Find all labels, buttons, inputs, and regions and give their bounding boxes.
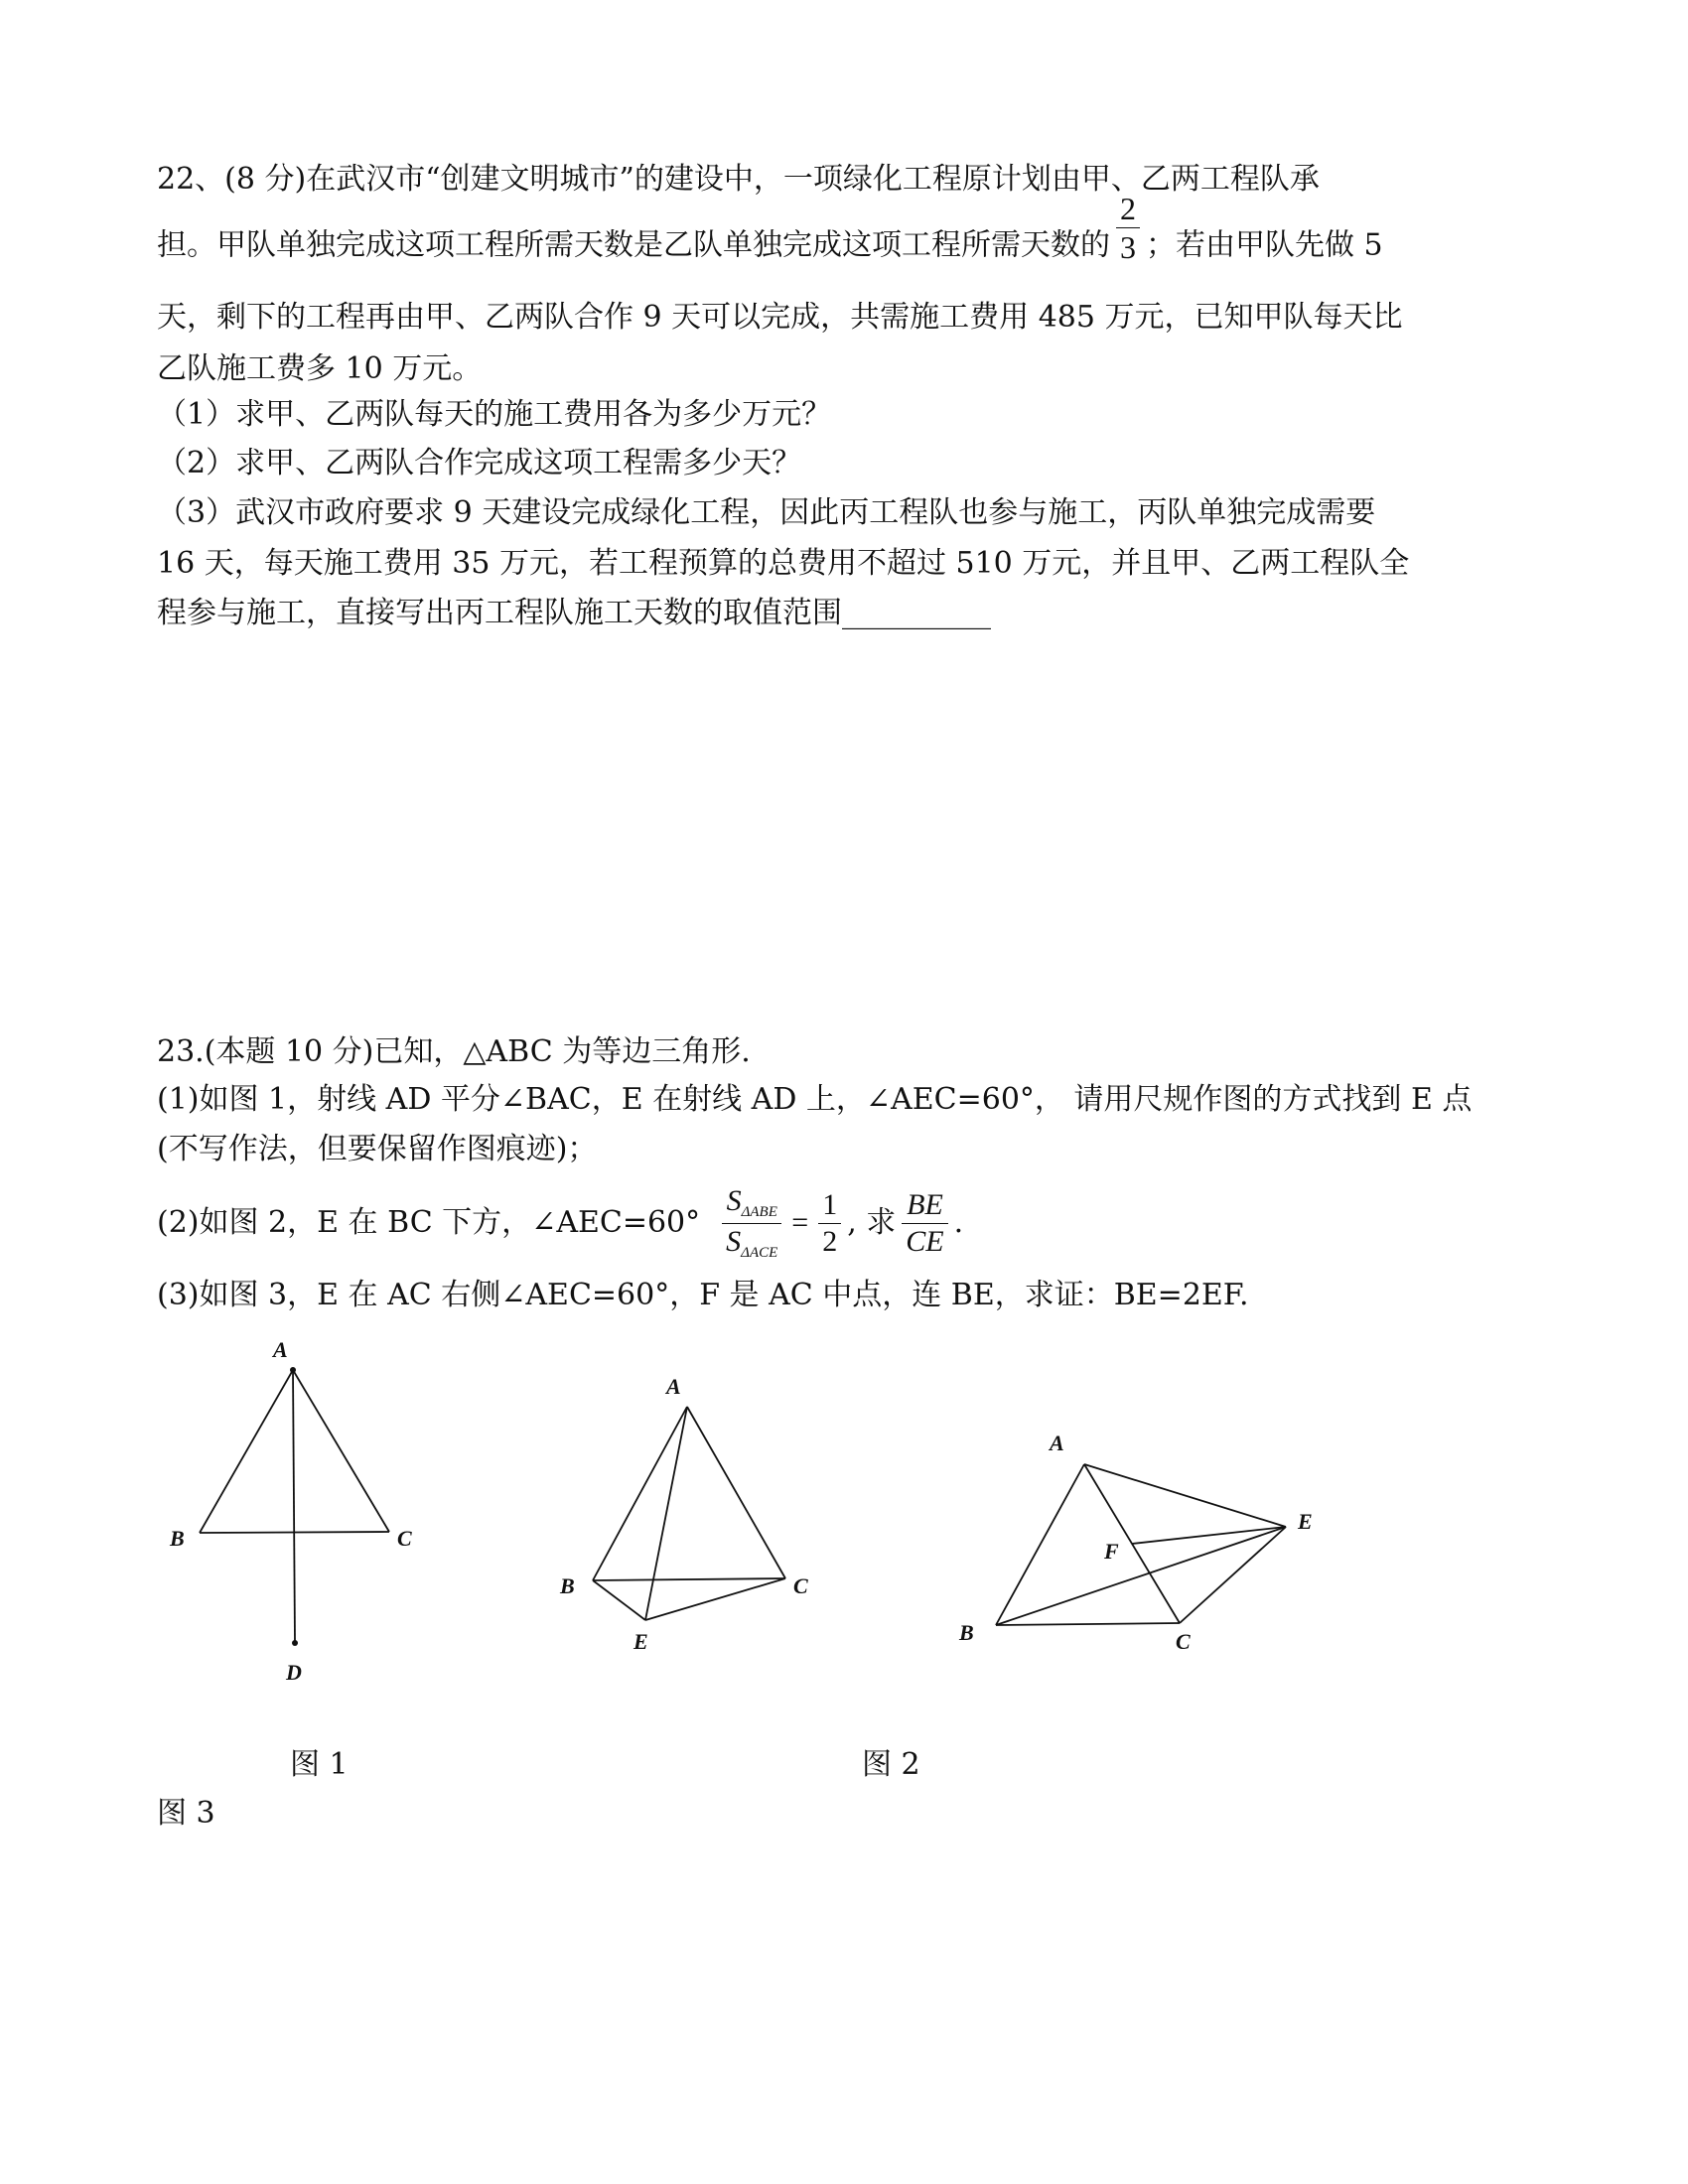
- fig1-label-a: A: [273, 1337, 288, 1362]
- area-ratio-fraction: [722, 1183, 781, 1261]
- be-ce-denominator: CE: [906, 1224, 944, 1258]
- fig1-label-c: C: [397, 1526, 412, 1551]
- fig3-label-b: B: [959, 1620, 974, 1645]
- fig3-side-bc: [996, 1623, 1180, 1625]
- q23-line-1: 23.(本题 10 分)已知，△ABC 为等边三角形.: [157, 1034, 751, 1069]
- fig2-label-a: A: [666, 1374, 681, 1399]
- fig2-label-c: C: [793, 1573, 808, 1598]
- q22-part-3-line-3: 程参与施工，直接写出丙工程队施工天数的取值范围__________: [157, 596, 991, 630]
- fraction-denominator: 3: [1120, 229, 1136, 265]
- caption-figure-3: 图 3: [157, 1796, 215, 1831]
- be-ce-fraction: [902, 1187, 947, 1258]
- one-half-numerator: 1: [818, 1190, 841, 1224]
- fig1-side-ab: [200, 1370, 293, 1533]
- fig1-ray-ad: [293, 1370, 295, 1643]
- fig2-segment-be: [593, 1580, 645, 1620]
- fraction-numerator: 2: [1116, 193, 1140, 228]
- fig3-segment-be: [996, 1527, 1286, 1625]
- q22-part-2: （2）求甲、乙两队合作完成这项工程需多少天？: [157, 446, 802, 480]
- q22-line-3: 天，剩下的工程再由甲、乙两队合作 9 天可以完成，共需施工费用 485 万元，已知甲队每天比: [157, 300, 1403, 335]
- fig1-label-d: D: [286, 1660, 302, 1685]
- caption-figure-2: 图 2: [862, 1747, 920, 1782]
- q22-part-3-line-1: （3）武汉市政府要求 9 天建设完成绿化工程，因此丙工程队也参与施工，丙队单独完成需要: [157, 495, 1376, 530]
- q23-part-1-line-1: (1)如图 1，射线 AD 平分∠BAC，E 在射线 AD 上，∠AEC=60°， 请用尺规作图的方式找到 E 点: [157, 1082, 1473, 1117]
- fig2-side-bc: [593, 1578, 785, 1580]
- q23-part-2-text: (2)如图 2，E 在 BC 下方，∠AEC=60°: [157, 1205, 701, 1240]
- area-sub-ace: ΔACE: [741, 1244, 778, 1261]
- fig1-point-d: [292, 1640, 298, 1646]
- q23-part-3: (3)如图 3，E 在 AC 右侧∠AEC=60°，F 是 AC 中点，连 BE，求证：BE=2EF.: [157, 1278, 1249, 1312]
- q22-line-2-text: 担。甲队单独完成这项工程所需天数是乙队单独完成这项工程所需天数的: [157, 227, 1110, 263]
- caption-figure-1: 图 1: [290, 1747, 349, 1782]
- area-ratio-denominator: [722, 1224, 781, 1261]
- q22-part-1: （1）求甲、乙两队每天的施工费用各为多少万元？: [157, 397, 832, 432]
- fig1-point-a: [290, 1367, 296, 1373]
- ask-text: , 求: [847, 1205, 897, 1240]
- fig1-side-ac: [293, 1370, 389, 1532]
- period: .: [953, 1205, 964, 1240]
- fig3-side-ab: [996, 1464, 1084, 1625]
- fig1-label-b: B: [170, 1526, 185, 1551]
- fig3-label-e: E: [1298, 1509, 1313, 1534]
- q22-line-2: [157, 191, 1383, 265]
- q22-line-2-tail: ；若由甲队先做 5: [1146, 227, 1383, 263]
- area-symbol: S: [726, 1183, 742, 1217]
- fig2-segment-ae: [645, 1407, 687, 1620]
- one-half-denominator: 2: [822, 1224, 838, 1258]
- q23-part-1-line-2: (不写作法，但要保留作图痕迹)；: [157, 1132, 598, 1166]
- fraction-two-thirds: [1116, 193, 1140, 263]
- fig2-side-ac: [687, 1407, 785, 1578]
- fig3-label-c: C: [1176, 1629, 1191, 1654]
- figure-2: [593, 1407, 785, 1620]
- fig2-label-e: E: [633, 1629, 648, 1654]
- area-ratio-numerator: [722, 1183, 781, 1224]
- figure-1: [200, 1370, 389, 1643]
- q22-part-3-line-2: 16 天，每天施工费用 35 万元，若工程预算的总费用不超过 510 万元，并且甲、乙两工程队全: [157, 546, 1410, 581]
- fig2-label-b: B: [560, 1573, 575, 1598]
- fig2-segment-ce: [645, 1578, 785, 1620]
- equals-sign: =: [791, 1206, 809, 1239]
- fig2-side-ab: [593, 1407, 687, 1580]
- area-symbol: S: [726, 1224, 742, 1258]
- q23-part-2: [157, 1183, 963, 1263]
- be-ce-numerator: BE: [902, 1190, 947, 1224]
- figures-area: [0, 1320, 1688, 1717]
- fig3-label-a: A: [1050, 1431, 1064, 1455]
- figure-3: [996, 1464, 1286, 1625]
- fig3-segment-ae: [1084, 1464, 1286, 1527]
- q22-line-4: 乙队施工费多 10 万元。: [157, 351, 483, 386]
- one-half-fraction: [818, 1187, 841, 1258]
- fig3-segment-ce: [1180, 1527, 1286, 1623]
- area-sub-abe: ΔABE: [741, 1203, 777, 1220]
- fig3-label-f: F: [1104, 1539, 1119, 1564]
- q22-line-1: 22、(8 分)在武汉市“创建文明城市”的建设中，一项绿化工程原计划由甲、乙两工程队承: [157, 162, 1320, 197]
